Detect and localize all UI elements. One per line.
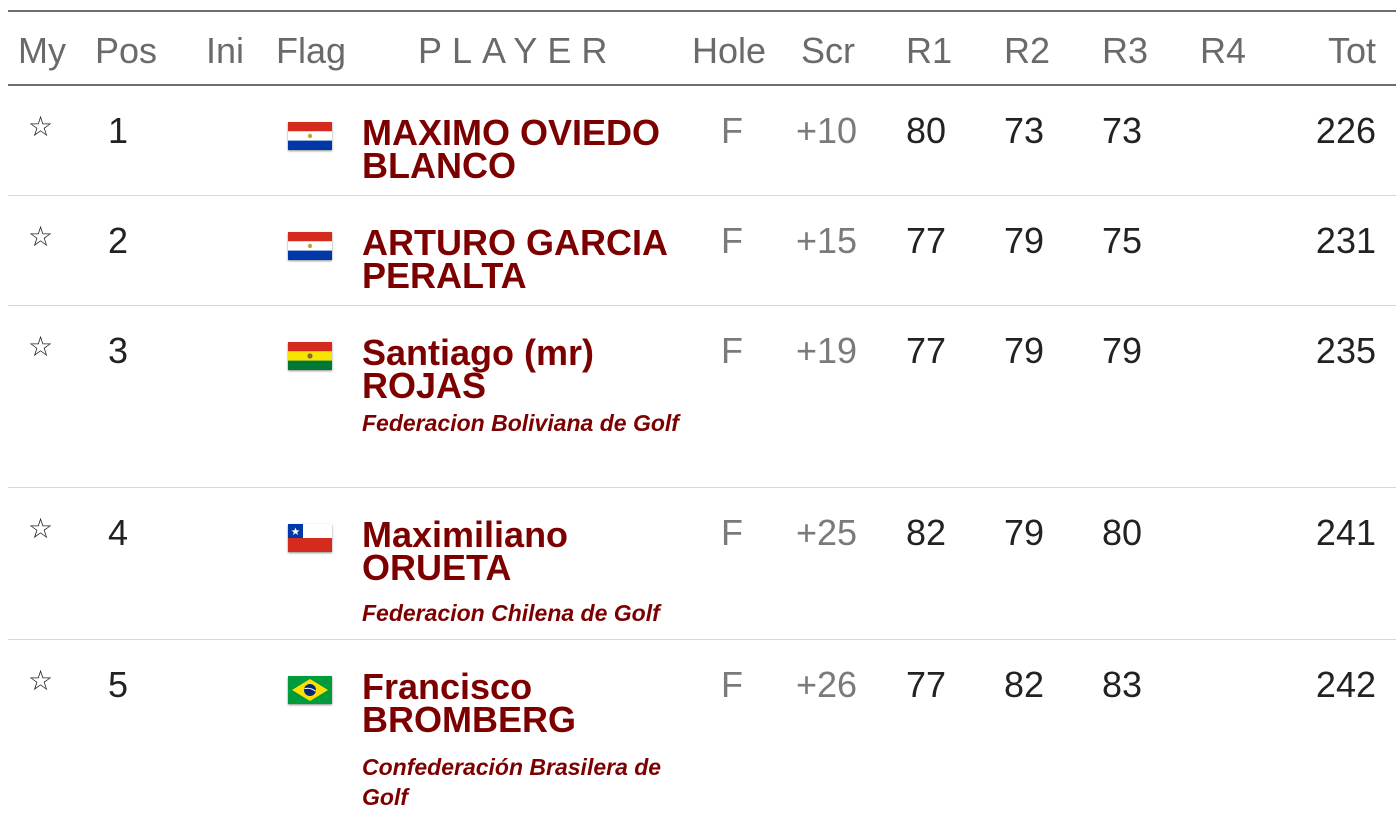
round-1: 77 [906,330,947,371]
player-row [8,306,1396,488]
player-row [8,86,1396,196]
player-last-name: PERALTA [362,255,527,296]
score-to-par: +25 [796,512,858,553]
player-row [8,196,1396,306]
col-r1[interactable]: R1 [906,30,953,71]
col-ini[interactable]: Ini [206,30,245,71]
round-3: 79 [1102,330,1143,371]
round-2: 82 [1004,664,1045,705]
player-first-name: Maximiliano [362,514,569,555]
player-club: Confederación Brasilera de Golf [362,754,662,810]
col-my[interactable]: My [18,30,66,71]
col-r3[interactable]: R3 [1102,30,1149,71]
player-name-link[interactable] [362,332,692,406]
favorite-star-icon[interactable]: ☆ [28,513,54,544]
position: 2 [108,220,129,261]
player-last-name: BLANCO [362,145,516,186]
round-1: 77 [906,220,947,261]
round-3: 80 [1102,512,1143,553]
score-to-par: +19 [796,330,858,371]
total: 241 [1315,512,1376,553]
player-name-link[interactable] [362,666,692,740]
round-1: 80 [906,110,947,151]
favorite-star-icon[interactable]: ☆ [28,665,54,696]
paraguay-flag-icon [288,122,332,150]
col-r2[interactable]: R2 [1004,30,1051,71]
favorite-star-icon[interactable]: ☆ [28,331,54,362]
total: 231 [1315,220,1376,261]
round-1: 82 [906,512,947,553]
round-1: 77 [906,664,947,705]
round-3: 83 [1102,664,1143,705]
hole: F [721,512,743,553]
position: 1 [108,110,129,151]
player-last-name: ORUETA [362,547,512,588]
round-2: 79 [1004,220,1045,261]
col-tot[interactable]: Tot [1327,30,1376,71]
player-first-name: Santiago (mr) [362,332,595,373]
brazil-flag-icon [288,676,332,704]
hole: F [721,220,743,261]
player-last-name: BROMBERG [362,699,576,740]
col-r4[interactable]: R4 [1200,30,1247,71]
score-to-par: +26 [796,664,858,705]
player-club: Federacion Boliviana de Golf [362,410,679,436]
round-2: 79 [1004,330,1045,371]
leaderboard-header [8,10,1396,86]
col-player[interactable]: PLAYER [418,30,618,71]
player-name-link[interactable] [362,222,692,296]
col-scr[interactable]: Scr [801,30,855,71]
favorite-star-icon[interactable]: ☆ [28,221,54,252]
player-row [8,640,1396,815]
paraguay-flag-icon [288,232,332,260]
player-name-link[interactable] [362,514,692,588]
player-row [8,488,1396,640]
hole: F [721,330,743,371]
position: 5 [108,664,129,705]
round-3: 73 [1102,110,1143,151]
hole: F [721,664,743,705]
total: 235 [1315,330,1376,371]
col-pos[interactable]: Pos [95,30,158,71]
round-2: 79 [1004,512,1045,553]
leaderboard [8,10,1396,815]
position: 4 [108,512,129,553]
total: 226 [1315,110,1376,151]
bolivia-flag-icon [288,342,332,370]
chile-flag-icon [288,524,332,552]
col-hole[interactable]: Hole [692,30,767,71]
player-first-name: ARTURO GARCIA [362,222,668,263]
position: 3 [108,330,129,371]
col-flag[interactable]: Flag [276,30,347,71]
player-first-name: MAXIMO OVIEDO [362,112,661,153]
round-3: 75 [1102,220,1143,261]
player-club: Federacion Chilena de Golf [362,600,660,626]
player-name-link[interactable] [362,112,692,186]
round-2: 73 [1004,110,1045,151]
player-last-name: ROJAS [362,365,487,406]
score-to-par: +10 [796,110,858,151]
hole: F [721,110,743,151]
total: 242 [1315,664,1376,705]
player-first-name: Francisco [362,666,533,707]
favorite-star-icon[interactable]: ☆ [28,111,54,142]
score-to-par: +15 [796,220,858,261]
